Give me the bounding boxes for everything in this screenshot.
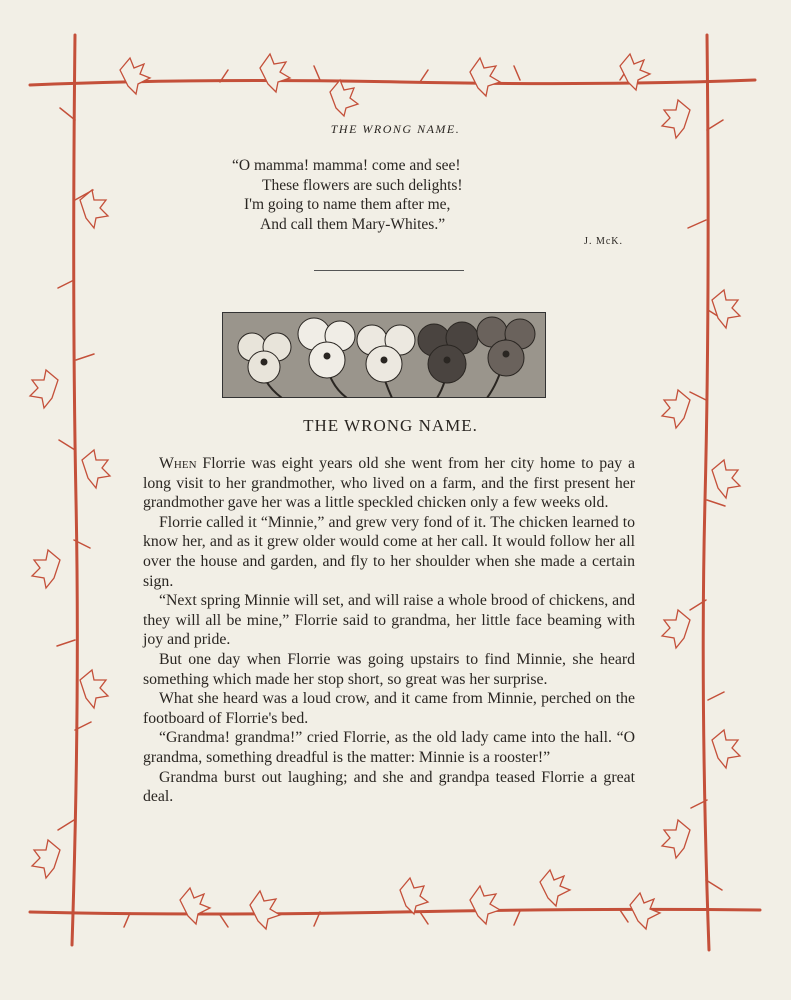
story-body (143, 454, 635, 807)
story-paragraph: Florrie called it “Minnie,” and grew very fond of it. The chicken learned to know her, and as it grew older would come at her call. It would follow her all over the house and garden, and fly to her shoulder when she made a certain sign. (143, 513, 635, 590)
section-divider (314, 270, 464, 271)
story-paragraph (143, 454, 635, 513)
leaf-cluster-right (662, 100, 740, 858)
poem-line: These flowers are such delights! (262, 176, 463, 194)
poem-line: I'm going to name them after me, (244, 196, 451, 213)
drop-word: When (159, 455, 197, 472)
poem (230, 156, 560, 234)
left-vine-branch (72, 35, 77, 945)
paragraph-text: Florrie was eight years old she went from her city home to pay a long visit to her grandmother, who lived on a farm, and the first present her grandmother gave her was a little speckled chicken only a few weeks old. (143, 455, 635, 512)
story-paragraph: “Next spring Minnie will set, and will raise a whole brood of chickens, and they will all be mine,” Florrie said to grandma, her little face beaming with joy and pride. (143, 592, 635, 649)
poem-line: And call them Mary-Whites.” (260, 215, 446, 233)
running-header-title: THE WRONG NAME. (330, 122, 461, 136)
right-vine-branch (703, 35, 709, 950)
poem-attribution: J. McK. (584, 236, 623, 247)
poem-line: “O mamma! mamma! come and see! (232, 157, 461, 174)
story-paragraph: Grandma burst out laughing; and she and grandpa teased Florrie a great deal. (143, 768, 635, 806)
story-paragraph: “Grandma! grandma!” cried Florrie, as the old lady came into the hall. “O grandma, something dreadful is the matter: Minnie is a rooster!” (143, 729, 635, 766)
leaf-cluster-bottom (180, 870, 660, 929)
story-title: THE WRONG NAME. (303, 416, 478, 435)
pansy-flowers-illustration (222, 312, 546, 398)
story-paragraph: What she heard was a loud crow, and it came from Minnie, perched on the footboard of Florrie's bed. (143, 690, 635, 727)
story-paragraph: But one day when Florrie was going upstairs to find Minnie, she heard something which made her stop short, so great was her surprise. (143, 650, 635, 688)
leaf-cluster-left (30, 190, 110, 878)
